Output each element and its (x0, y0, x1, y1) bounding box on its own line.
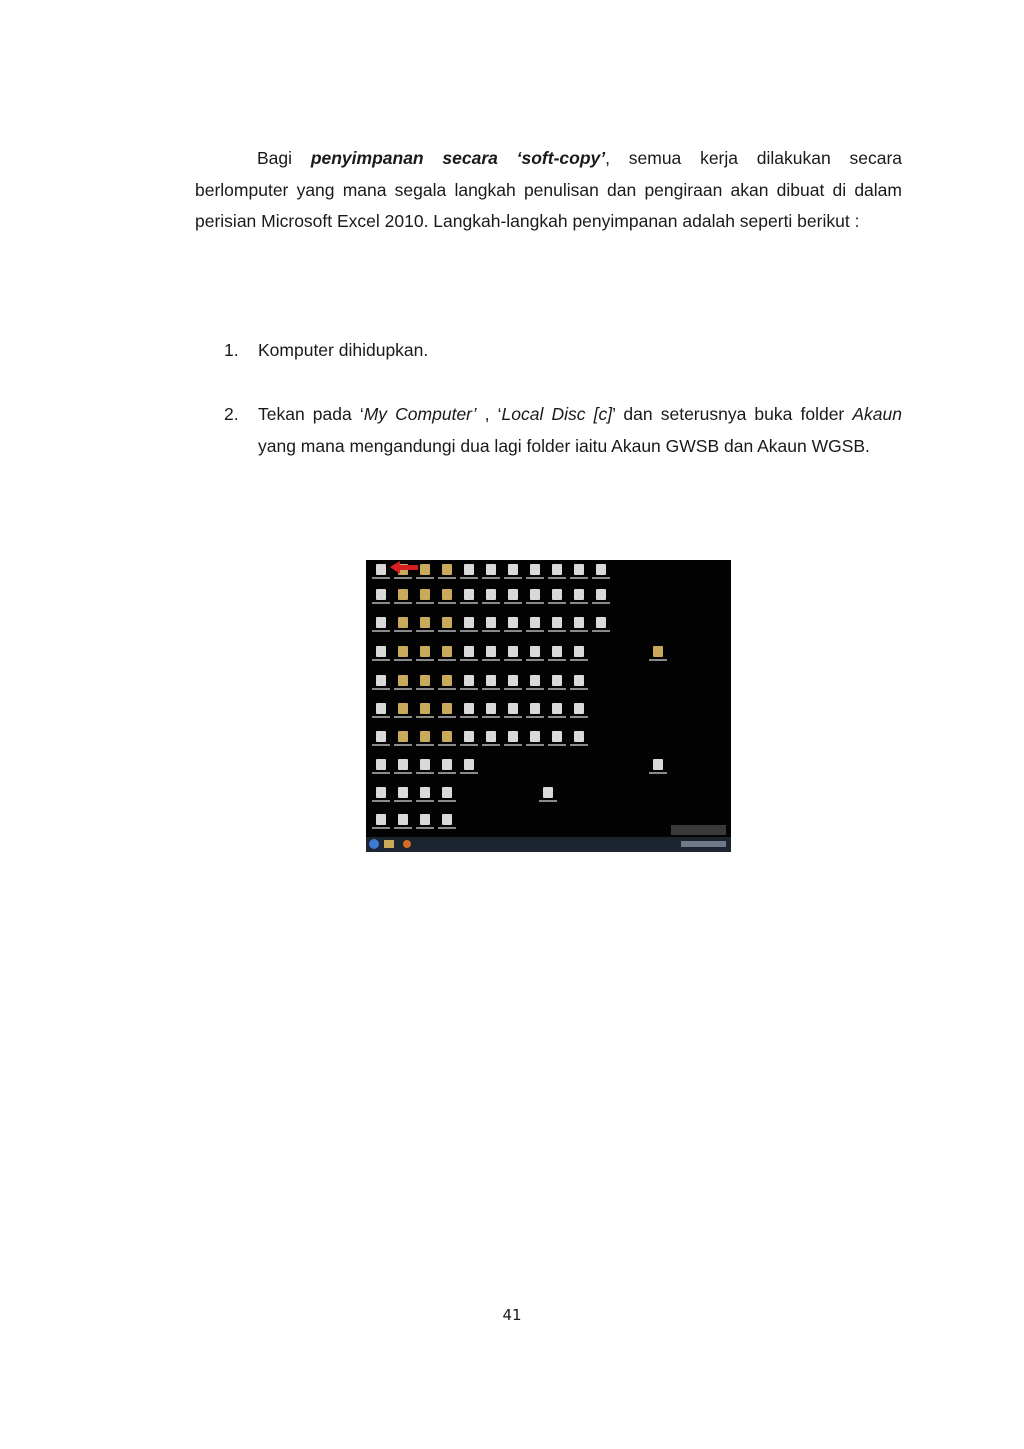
desktop-icon-label-67 (460, 744, 478, 746)
desktop-icon-69 (508, 731, 518, 742)
desktop-icon-19 (552, 589, 562, 600)
desktop-icon-86 (653, 646, 663, 657)
item2-local-disc: Local Disc [c] (501, 404, 613, 424)
desktop-icon-2 (420, 564, 430, 575)
desktop-icon-label-68 (482, 744, 500, 746)
page-number: 41 (502, 1306, 522, 1324)
desktop-icon-68 (486, 731, 496, 742)
desktop-icon-40 (530, 646, 540, 657)
desktop-icon-77 (464, 759, 474, 770)
desktop-icon-70 (530, 731, 540, 742)
windows-watermark-text (671, 825, 726, 835)
desktop-icon-label-32 (592, 630, 610, 632)
desktop-icon-label-39 (504, 659, 522, 661)
desktop-icon-60 (530, 703, 540, 714)
desktop-icon-label-13 (416, 602, 434, 604)
desktop-icon-14 (442, 589, 452, 600)
desktop-icon-label-65 (416, 744, 434, 746)
desktop-icon-31 (574, 617, 584, 628)
desktop-icon-35 (420, 646, 430, 657)
list-text-2 (258, 399, 902, 462)
desktop-icon-61 (552, 703, 562, 714)
desktop-icon-75 (420, 759, 430, 770)
desktop-icon-label-81 (438, 800, 456, 802)
desktop-icon-48 (486, 675, 496, 686)
taskbar (366, 837, 731, 852)
desktop-icon-label-83 (394, 827, 412, 829)
desktop-icon-label-42 (570, 659, 588, 661)
desktop-icon-label-19 (548, 602, 566, 604)
desktop-icon-28 (508, 617, 518, 628)
list-number-2: 2. (224, 404, 239, 424)
desktop-icon-33 (376, 646, 386, 657)
desktop-icon-39 (508, 646, 518, 657)
desktop-icon-30 (552, 617, 562, 628)
desktop-icon-15 (464, 589, 474, 600)
desktop-icon-8 (552, 564, 562, 575)
desktop-icon-10 (596, 564, 606, 575)
desktop-icon-label-77 (460, 772, 478, 774)
desktop-icon-65 (420, 731, 430, 742)
desktop-icon-81 (442, 787, 452, 798)
desktop-icon-label-53 (372, 716, 390, 718)
desktop-icon-78 (376, 787, 386, 798)
desktop-icon-label-15 (460, 602, 478, 604)
desktop-icon-label-50 (526, 688, 544, 690)
desktop-icon-24 (420, 617, 430, 628)
desktop-icon-13 (420, 589, 430, 600)
desktop-icon-label-16 (482, 602, 500, 604)
desktop-icon-label-61 (548, 716, 566, 718)
desktop-icon-46 (442, 675, 452, 686)
desktop-icon-label-14 (438, 602, 456, 604)
desktop-icon-43 (376, 675, 386, 686)
desktop-icon-18 (530, 589, 540, 600)
desktop-icon-66 (442, 731, 452, 742)
desktop-icon-label-75 (416, 772, 434, 774)
item2-akaun: Akaun (852, 404, 902, 424)
desktop-icon-label-54 (394, 716, 412, 718)
desktop-icon-52 (574, 675, 584, 686)
desktop-icon-label-17 (504, 602, 522, 604)
desktop-icon-label-9 (570, 577, 588, 579)
desktop-icon-74 (398, 759, 408, 770)
desktop-icon-label-79 (394, 800, 412, 802)
desktop-icon-label-38 (482, 659, 500, 661)
desktop-icon-67 (464, 731, 474, 742)
desktop-icon-label-4 (460, 577, 478, 579)
desktop-icon-label-74 (394, 772, 412, 774)
desktop-icon-16 (486, 589, 496, 600)
desktop-icon-3 (442, 564, 452, 575)
desktop-icon-label-24 (416, 630, 434, 632)
desktop-icon-label-56 (438, 716, 456, 718)
desktop-icon-47 (464, 675, 474, 686)
desktop-screenshot (366, 560, 731, 852)
desktop-icon-38 (486, 646, 496, 657)
desktop-icon-label-34 (394, 659, 412, 661)
desktop-icon-73 (376, 759, 386, 770)
desktop-icon-label-25 (438, 630, 456, 632)
desktop-icon-label-27 (482, 630, 500, 632)
desktop-icon-87 (653, 759, 663, 770)
desktop-icon-label-10 (592, 577, 610, 579)
desktop-icon-label-12 (394, 602, 412, 604)
desktop-icon-label-60 (526, 716, 544, 718)
desktop-icon-label-48 (482, 688, 500, 690)
desktop-icon-54 (398, 703, 408, 714)
desktop-icon-9 (574, 564, 584, 575)
desktop-icon-42 (574, 646, 584, 657)
desktop-icon-label-72 (570, 744, 588, 746)
desktop-icon-6 (508, 564, 518, 575)
desktop-icon-17 (508, 589, 518, 600)
desktop-icon-label-45 (416, 688, 434, 690)
desktop-icon-label-58 (482, 716, 500, 718)
desktop-icon-36 (442, 646, 452, 657)
desktop-icon-label-47 (460, 688, 478, 690)
desktop-icon-label-1 (394, 577, 412, 579)
desktop-icon-label-18 (526, 602, 544, 604)
desktop-icon-label-30 (548, 630, 566, 632)
desktop-icon-label-41 (548, 659, 566, 661)
desktop-icon-58 (486, 703, 496, 714)
desktop-icon-57 (464, 703, 474, 714)
desktop-icon-5 (486, 564, 496, 575)
desktop-icon-51 (552, 675, 562, 686)
desktop-icon-label-46 (438, 688, 456, 690)
desktop-icon-label-8 (548, 577, 566, 579)
desktop-icon-63 (376, 731, 386, 742)
desktop-icon-label-76 (438, 772, 456, 774)
desktop-icon-84 (420, 814, 430, 825)
desktop-icon-76 (442, 759, 452, 770)
desktop-icon-label-59 (504, 716, 522, 718)
item2-part-3: , ‘ (476, 404, 502, 424)
desktop-icon-label-37 (460, 659, 478, 661)
desktop-icon-label-40 (526, 659, 544, 661)
item2-part-5: ’ dan seterusnya buka folder (612, 404, 853, 424)
desktop-icon-label-7 (526, 577, 544, 579)
desktop-icon-label-35 (416, 659, 434, 661)
desktop-icon-label-57 (460, 716, 478, 718)
item2-part-1: Tekan pada ‘ (258, 404, 364, 424)
desktop-icon-label-36 (438, 659, 456, 661)
desktop-icon-label-23 (394, 630, 412, 632)
intro-text-start: Bagi (257, 148, 311, 168)
browser-taskbar-icon (403, 840, 411, 848)
desktop-icon-21 (596, 589, 606, 600)
desktop-icon-0 (376, 564, 386, 575)
desktop-icon-label-20 (570, 602, 588, 604)
desktop-icon-label-28 (504, 630, 522, 632)
desktop-icon-label-80 (416, 800, 434, 802)
desktop-icon-37 (464, 646, 474, 657)
desktop-icon-label-3 (438, 577, 456, 579)
desktop-icon-53 (376, 703, 386, 714)
desktop-icon-27 (486, 617, 496, 628)
desktop-icon-label-88 (539, 800, 557, 802)
desktop-icon-label-62 (570, 716, 588, 718)
desktop-icon-label-66 (438, 744, 456, 746)
desktop-icon-label-21 (592, 602, 610, 604)
desktop-icon-label-63 (372, 744, 390, 746)
start-button-icon (369, 839, 379, 849)
desktop-icon-label-69 (504, 744, 522, 746)
desktop-icon-label-26 (460, 630, 478, 632)
desktop-icon-12 (398, 589, 408, 600)
desktop-icon-label-44 (394, 688, 412, 690)
desktop-icon-label-84 (416, 827, 434, 829)
desktop-icon-64 (398, 731, 408, 742)
desktop-icon-label-70 (526, 744, 544, 746)
desktop-icon-label-0 (372, 577, 390, 579)
desktop-icon-label-73 (372, 772, 390, 774)
desktop-icon-label-33 (372, 659, 390, 661)
desktop-icon-82 (376, 814, 386, 825)
desktop-icon-11 (376, 589, 386, 600)
desktop-icon-label-78 (372, 800, 390, 802)
desktop-icon-label-85 (438, 827, 456, 829)
desktop-icon-32 (596, 617, 606, 628)
desktop-icon-80 (420, 787, 430, 798)
desktop-icon-72 (574, 731, 584, 742)
desktop-icon-label-49 (504, 688, 522, 690)
desktop-icon-4 (464, 564, 474, 575)
desktop-icon-label-5 (482, 577, 500, 579)
item2-my-computer: My Computer’ (363, 404, 477, 424)
desktop-icon-83 (398, 814, 408, 825)
desktop-icon-71 (552, 731, 562, 742)
desktop-icon-25 (442, 617, 452, 628)
list-item-1 (224, 335, 902, 367)
desktop-icon-59 (508, 703, 518, 714)
desktop-icon-label-2 (416, 577, 434, 579)
list-item-2 (224, 399, 902, 462)
desktop-icon-label-31 (570, 630, 588, 632)
desktop-icon-88 (543, 787, 553, 798)
desktop-icon-label-51 (548, 688, 566, 690)
desktop-icon-22 (376, 617, 386, 628)
desktop-icon-41 (552, 646, 562, 657)
desktop-icon-34 (398, 646, 408, 657)
desktop-icon-20 (574, 589, 584, 600)
desktop-icon-label-6 (504, 577, 522, 579)
desktop-icon-label-86 (649, 659, 667, 661)
list-text-1: Komputer dihidupkan. (258, 340, 429, 360)
desktop-icon-label-82 (372, 827, 390, 829)
desktop-icon-62 (574, 703, 584, 714)
desktop-icon-85 (442, 814, 452, 825)
desktop-icon-55 (420, 703, 430, 714)
desktop-icon-label-55 (416, 716, 434, 718)
system-tray (681, 841, 726, 847)
list-number-1: 1. (224, 340, 239, 360)
intro-paragraph (195, 143, 902, 238)
explorer-taskbar-icon (384, 840, 394, 848)
desktop-icon-label-11 (372, 602, 390, 604)
desktop-icon-23 (398, 617, 408, 628)
intro-emphasis: penyimpanan secara ‘soft-copy’ (310, 148, 606, 168)
desktop-icon-label-71 (548, 744, 566, 746)
desktop-icon-26 (464, 617, 474, 628)
desktop-icon-50 (530, 675, 540, 686)
desktop-icon-56 (442, 703, 452, 714)
desktop-screenshot-image (366, 560, 731, 852)
desktop-icon-label-43 (372, 688, 390, 690)
desktop-icon-45 (420, 675, 430, 686)
desktop-icon-label-52 (570, 688, 588, 690)
desktop-icon-49 (508, 675, 518, 686)
desktop-icon-label-22 (372, 630, 390, 632)
intro-text-rest: , semua kerja dilakukan secara berlomputer yang mana segala langkah penulisan dan pengiraan akan dibuat di dalam perisian Microsoft Excel 2010. Langkah-langkah penyimpanan adalah seperti berikut : (195, 148, 903, 231)
desktop-icon-29 (530, 617, 540, 628)
desktop-icon-79 (398, 787, 408, 798)
desktop-icon-44 (398, 675, 408, 686)
desktop-icon-7 (530, 564, 540, 575)
desktop-icon-label-87 (649, 772, 667, 774)
item2-part-7: yang mana mengandungi dua lagi folder iaitu Akaun GWSB dan Akaun WGSB. (258, 435, 870, 456)
desktop-icon-label-64 (394, 744, 412, 746)
desktop-icon-label-29 (526, 630, 544, 632)
